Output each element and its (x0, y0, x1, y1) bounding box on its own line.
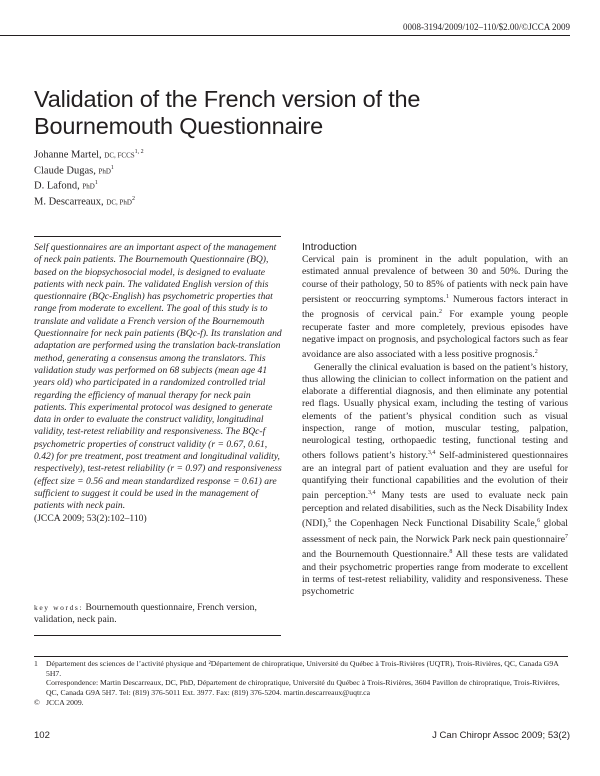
footnote-correspondence: Correspondence: Martin Descarreaux, DC, PhD, Département de chiropratique, Université du Québec à Trois-Rivières, 3604 Pavillon de chiropratique, Trois-Rivières, QC, Canada G9A 5H7. Tel: (819) 376-5011 Ext. 3977. Fax: (819) 376-5204. martin.descarreaux@uqtr.ca (46, 678, 560, 698)
paragraph: Generally the clinical evaluation is based on the patient’s history, thus allowing the clinician to collect information on the patient and elaborate a differential diagnosis, and then eliminate any potential red flags. Usually physical exam, including the testing of various elements of the patient’s physical condition such as visual inspection, range of motion, muscular testing, palpation, neurological testing, orthopaedic testing, functional testing and others follows patient’s history.$^{3,4}$ Self-administered questionnaires are an integral part of patient evaluation and they are useful for quantifying their functional capabilities and the evolution of their pain perception.$^{3,4}$ Many tests are used to evaluate neck pain perception and related disabilities, such as the Neck Disability Index (NDI),$^5$ the Copenhagen Neck Functional Disability Scale,$^6$ global assessment of neck pain, the Norwick Park neck pain questionnaire$^7$ and the Bournemouth Questionnaire.$^8$ All these tests are validated and their psychometric properties range from moderate to excellent in terms of test-retest reliability, validity and responsiveness. These psychometric (302, 361, 569, 598)
article-title: Validation of the French version of the Bournemouth Questionnaire (34, 86, 421, 139)
footnote-copyright: © JCCA 2009. (34, 697, 84, 707)
abstract (34, 242, 282, 525)
journal-footer: J Can Chiropr Assoc 2009; 53(2) (432, 730, 570, 741)
author-line: D. Lafond, PhD$^1$ (34, 180, 98, 192)
section-heading-introduction: Introduction (302, 241, 357, 253)
author-line: Claude Dugas, PhD$^1$ (34, 164, 114, 176)
footnote-affiliation: 1 Département des sciences de l’activité physique and ²Département de chiropratique, Université du Québec à Trois-Rivières (UQTR), Trois-Rivières, QC, Canada G9A 5H7. (34, 659, 559, 678)
header-rule (0, 35, 570, 36)
header-issn-code: 0008-3194/2009/102–110/$2.00/©JCCA 2009 (402, 22, 570, 32)
author-line: M. Descarreaux, DC, PhD$^2$ (34, 195, 135, 207)
page-number: 102 (34, 730, 50, 741)
author-line: Johanne Martel, DC, FCCS$^{1, 2}$ (34, 149, 144, 161)
footnotes (34, 659, 568, 708)
keywords-label: key words: (34, 603, 84, 612)
abstract-top-rule (34, 236, 281, 237)
keywords-text: Bournemouth questionnaire, French version, validation, neck pain. (34, 602, 257, 626)
keywords (34, 602, 282, 627)
abstract-citation: (JCCA 2009; 53(2):102–110) (34, 512, 147, 524)
paragraph: Cervical pain is prominent in the adult population, with an estimated annual prevalence of between 30 and 50%. During the course of their pathology, 50 to 85% of patients with neck pain have persistent or reoccurring symptoms.$^1$ Numerous factors interact in the prognosis of cervical pain.$^2$ For example young people recuperate faster and more completely, previous episodes have negative impact on prognosis, and psychological factors such as fear avoidance are also associated with a less positive prognosis.$^2$ (302, 254, 568, 361)
body-column (302, 241, 568, 598)
abstract-text: Self questionnaires are an important aspect of the management of neck pain patients. The Bournemouth Questionnaire (BQ), based on the biopsychosocial model, is designed to evaluate patients with neck pain. The validated English version of this questionnaire (BQc-English) has psychometric properties that range from moderate to excellent. The goal of this study is to translate and validate a French version of the Bournemouth Questionnaire for neck pain patients (BQc-f). Its translation and adaptation are performed using the translation back-translation method, generating a consensus among the translators. This validation study was performed on 68 subjects (mean age 41 years old) who participated in a randomized controlled trial regarding the efficiency of manual therapy for neck pain patients. This experimental protocol was designed to generate data in order to evaluate the construct validity, longitudinal validity, test-retest reliability and responsiveness. The BQc-f psychometric properties of construct validity (r = 0.67, 0.61, 0.42) for pre treatment, post treatment and longitudinal validity, respectively), test-retest reliability (r = 0.97) and responsiveness (effect size = 0.56 and mean standardized response = 0.61) are sufficient to suggest it could be used in the management of patients with neck pain. (34, 242, 282, 512)
footnote-rule (34, 656, 568, 657)
author-list (34, 146, 144, 208)
abstract-bottom-rule (34, 635, 281, 636)
